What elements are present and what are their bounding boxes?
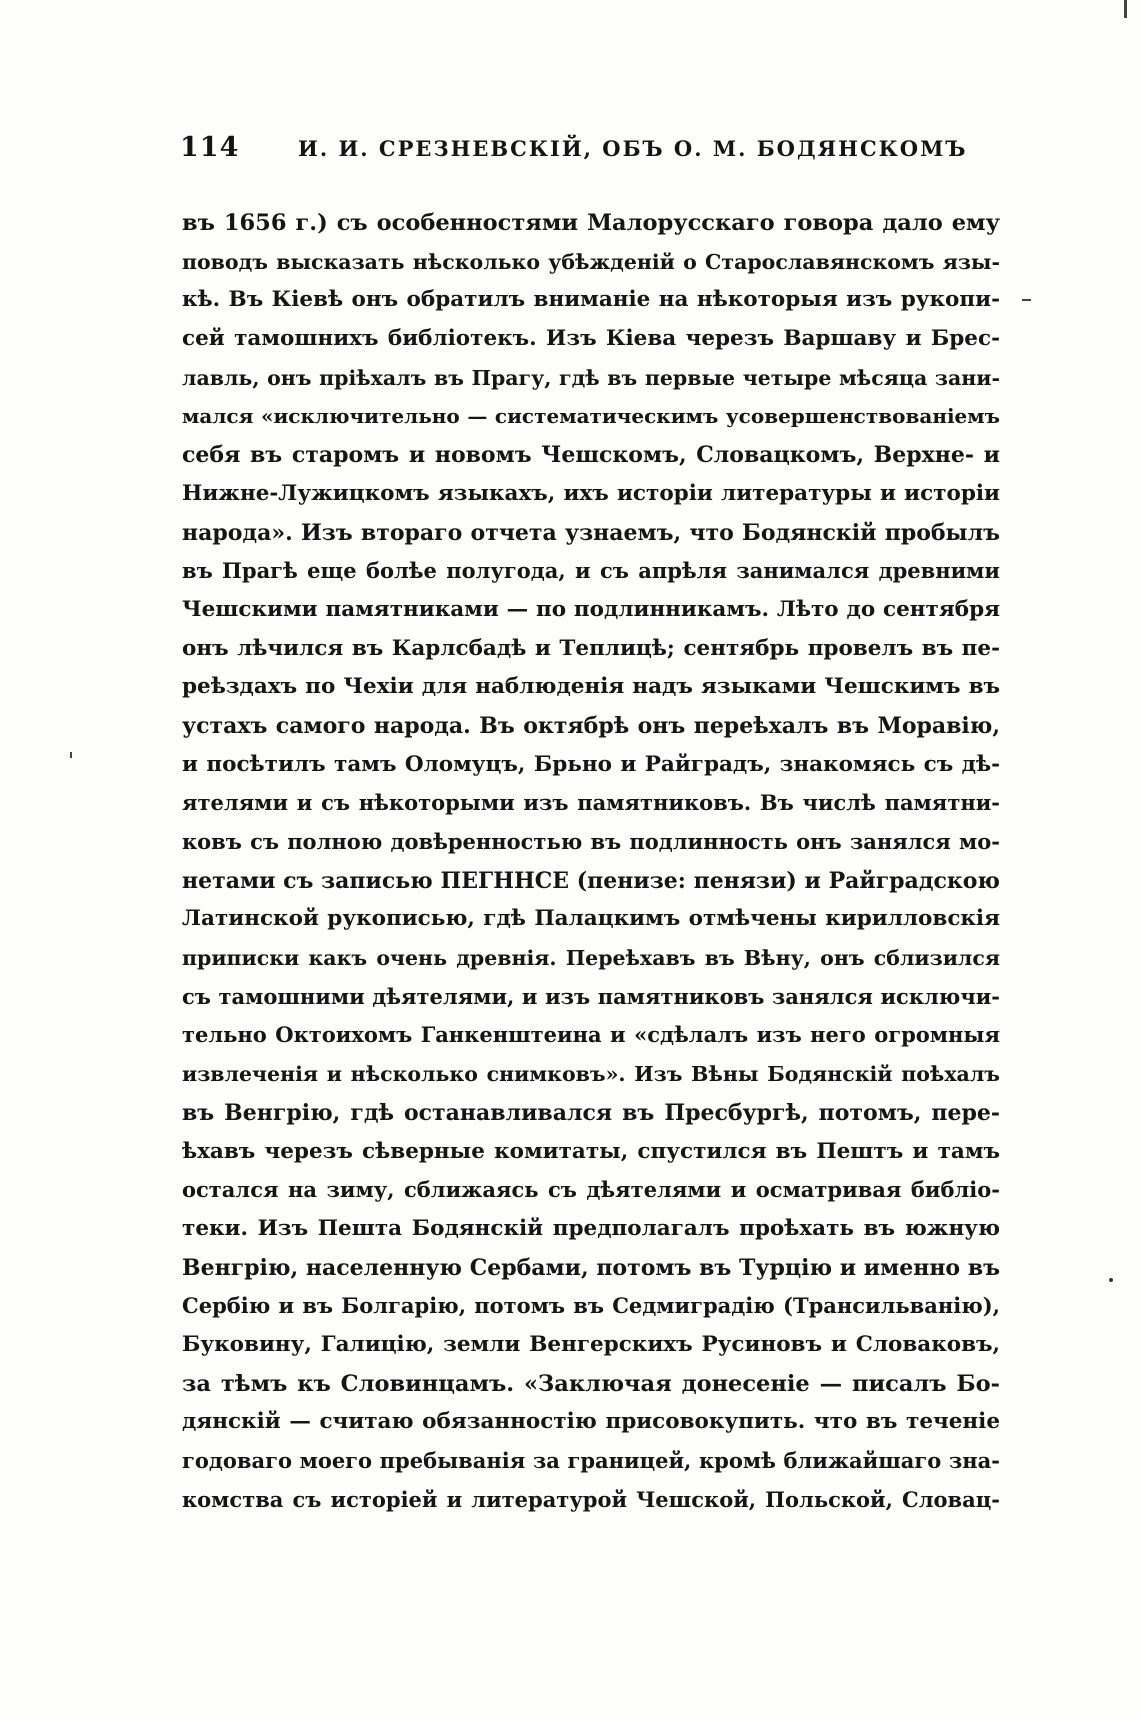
text-line: народа». Изъ втораго отчета узнаемъ, что Бодянскій пробылъ (182, 519, 1000, 546)
running-head: И. И. СРЕЗНЕВСКІЙ, ОБЪ О. М. БОДЯНСКОМЪ (298, 136, 968, 161)
text-line: въ Венгрію, гдѣ останавливался въ Пресбургѣ, потомъ, пере- (182, 1099, 1000, 1126)
text-line: мался «исключительно — систематическимъ усовершенствованіемъ (182, 404, 1000, 429)
body-text (182, 204, 1000, 1519)
text-line: поводъ высказать нѣсколько убѣжденій о Старославянскомъ язы- (182, 249, 1000, 274)
text-line: въ 1656 г.) съ особенностями Малорусскаго говора дало ему (182, 210, 1000, 236)
text-line: лавль, онъ пріѣхалъ въ Прагу, гдѣ въ первые четыре мѣсяца зани- (182, 365, 1000, 390)
text-line: реѣздахъ по Чехіи для наблюденія надъ языками Чешскимъ въ (182, 674, 1000, 700)
text-line: годоваго моего пребыванія за границей, кромѣ ближайшаго зна- (182, 1448, 1000, 1473)
text-line: тельно Октоихомъ Ганкенштеина и «сдѣлалъ изъ него огромныя (182, 1022, 1000, 1048)
text-line: ятелями и съ нѣкоторыми изъ памятниковъ. Въ числѣ памятни- (182, 790, 1000, 816)
text-line: приписки какъ очень древнія. Переѣхавъ въ Вѣну, онъ сблизился (182, 946, 1000, 971)
text-line: себя въ старомъ и новомъ Чешскомъ, Словацкомъ, Верхне- и (182, 442, 1000, 469)
text-line: комства съ исторіей и литературой Чешской, Польской, Словац- (182, 1486, 1000, 1512)
text-line: теки. Изъ Пешта Бодянскій предполагалъ проѣхать въ южную (182, 1215, 1000, 1241)
text-line: Венгрію, населенную Сербами, потомъ въ Турцію и именно въ (182, 1254, 1000, 1281)
text-line: съ тамошними дѣятелями, и изъ памятниковъ занялся исключи- (182, 983, 1000, 1009)
scan-mark (1109, 1278, 1113, 1282)
text-line: дянскій — считаю обязанностію присовокупить. что въ теченіе (182, 1409, 1000, 1435)
text-line: Чешскими памятниками — по подлинникамъ. Лѣто до сентября (182, 596, 1000, 622)
text-line: Сербію и въ Болгарію, потомъ въ Седмиградію (Трансильванію), (182, 1293, 1000, 1319)
text-line: за тѣмъ къ Словинцамъ. «Заключая донесеніе — писалъ Бо- (182, 1370, 1000, 1397)
text-line: ковъ съ полною довѣренностью въ подлинность онъ занялся мо- (182, 829, 1000, 854)
text-line: Нижне-Лужицкомъ языкахъ, ихъ исторіи литературы и исторіи (182, 480, 1000, 506)
text-line: Буковину, Галицію, земли Венгерскихъ Русиновъ и Словаковъ, (182, 1331, 1000, 1357)
text-line: сей тамошнихъ библіотекъ. Изъ Кіева черезъ Варшаву и Брес- (182, 326, 1000, 352)
text-line: устахъ самого народа. Въ октябрѣ онъ переѣхалъ въ Моравію, (182, 712, 1000, 739)
text-line: Латинской рукописью, гдѣ Палацкимъ отмѣчены кирилловскія (182, 906, 1000, 932)
scan-mark (1022, 299, 1031, 301)
text-line: и посѣтилъ тамъ Оломуцъ, Брьно и Райградъ, знакомясь съ дѣ- (182, 751, 1000, 777)
scan-mark (1124, 0, 1127, 18)
scan-mark (70, 752, 72, 758)
text-line: кѣ. Въ Кіевѣ онъ обратилъ вниманіе на нѣкоторыя изъ рукопи- (182, 287, 1000, 313)
text-line: извлеченія и нѣсколько снимковъ». Изъ Вѣны Бодянскій поѣхалъ (182, 1062, 1000, 1087)
text-line: ѣхавъ черезъ сѣверные комитаты, спустился въ Пештъ и тамъ (182, 1138, 1000, 1164)
text-line: онъ лѣчился въ Карлсбадѣ и Теплицѣ; сентябрь провелъ въ пе- (182, 635, 1000, 661)
page-number: 114 (180, 132, 240, 163)
text-line: остался на зиму, сближаясь съ дѣятелями и осматривая библіо- (182, 1177, 1000, 1203)
page-header (180, 132, 1000, 172)
text-line: въ Прагѣ еще болѣе полугода, и съ апрѣля занимался древними (182, 558, 1000, 584)
text-line: нетами съ записью ПЕГННСЕ (пенизе: пенязи) и Райградскою (182, 867, 1000, 894)
